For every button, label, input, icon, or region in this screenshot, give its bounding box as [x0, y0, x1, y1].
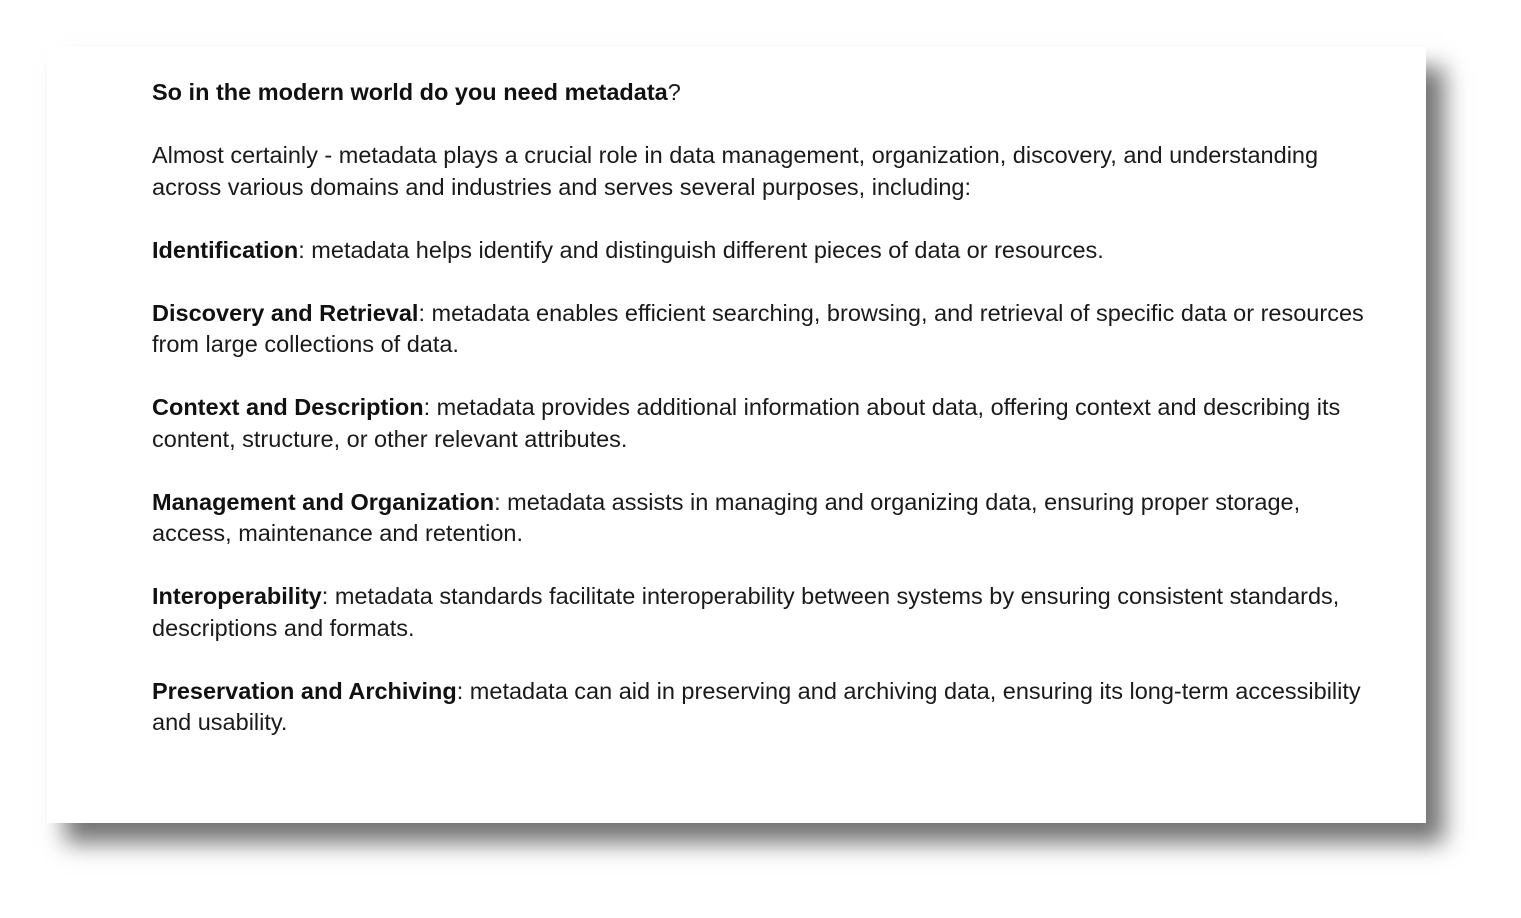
- item-term: Management and Organization: [152, 488, 495, 515]
- item-management-organization: [152, 487, 1382, 550]
- item-term: Identification: [152, 236, 299, 263]
- item-desc: : metadata assists in managing and organizing data, ensuring proper storage, access, maintenance and retention.: [152, 488, 1301, 546]
- document-page: [47, 47, 1426, 823]
- item-desc: : metadata helps identify and distinguish different pieces of data or resources.: [298, 236, 1104, 263]
- intro-paragraph: Almost certainly - metadata plays a crucial role in data management, organization, discovery, and understanding across various domains and industries and serves several purposes, including:: [152, 142, 1319, 200]
- heading-bold: So in the modern world do you need metadata: [152, 79, 668, 105]
- item-context-description: [152, 392, 1382, 455]
- item-interoperability: [152, 581, 1382, 644]
- heading-question: [152, 77, 1382, 109]
- item-desc: : metadata provides additional information about data, offering context and describing its content, structure, or other relevant attributes.: [152, 394, 1341, 452]
- document-body: [152, 77, 1382, 770]
- item-discovery-retrieval: [152, 298, 1382, 361]
- item-desc: : metadata standards facilitate interoperability between systems by ensuring consistent standards, descriptions and formats.: [152, 583, 1340, 641]
- item-term: Discovery and Retrieval: [152, 299, 419, 326]
- item-term: Preservation and Archiving: [152, 677, 457, 704]
- item-term: Context and Description: [152, 394, 424, 420]
- heading-rest: ?: [667, 79, 681, 105]
- item-identification: [152, 235, 1382, 267]
- item-preservation-archiving: [152, 676, 1382, 739]
- item-term: Interoperability: [152, 583, 322, 609]
- item-desc: : metadata enables efficient searching, browsing, and retrieval of specific data or resources from large collections of data.: [152, 299, 1364, 357]
- item-desc: : metadata can aid in preserving and archiving data, ensuring its long-term accessibility and usability.: [152, 677, 1361, 735]
